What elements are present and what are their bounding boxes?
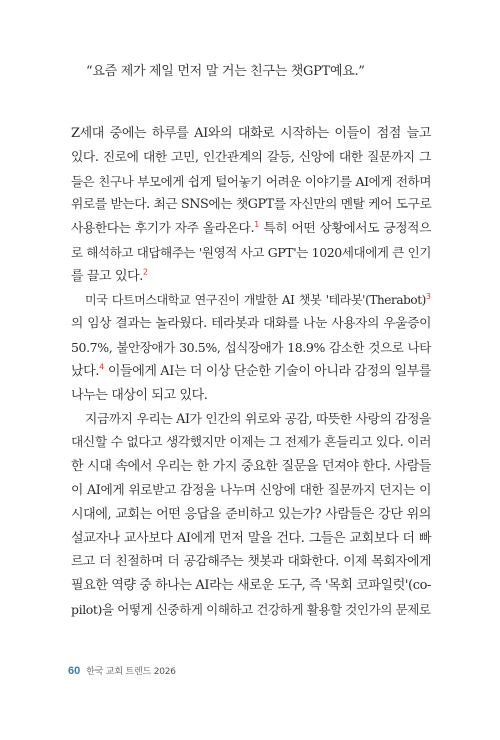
text-line — [71, 503, 431, 527]
running-title: 한국 교회 트렌드 2026 — [86, 667, 176, 677]
text-line — [71, 217, 431, 241]
text-segment: 들은 친구나 부모에게 쉽게 털어놓기 어려운 이야기를 AI에게 전하며 — [71, 173, 431, 189]
text-line — [71, 598, 431, 622]
text-segment: 를 끌고 있다. — [71, 268, 143, 284]
text-segment: 이들에게 AI는 더 이상 단순한 기술이 아니라 감정의 일부를 — [104, 363, 432, 379]
text-segment: 이 AI에게 위로받고 감정을 나누며 신앙에 대한 질문까지 던지는 이 — [71, 482, 431, 498]
text-segment: 르고 더 친절하며 더 공감해주는 챗봇과 대화한다. 이제 목회자에게 — [71, 554, 431, 570]
text-segment: 시대에, 교회는 어떤 응답을 준비하고 있는가? 사람들은 강단 위의 — [71, 506, 431, 522]
text-line — [71, 265, 431, 289]
footnote-marker[interactable]: 3 — [425, 291, 431, 301]
text-line — [71, 122, 431, 146]
footnote-marker[interactable]: 4 — [99, 362, 105, 372]
text-line — [71, 527, 431, 551]
opening-quote: “요즘 제가 제일 먼저 말 거는 친구는 챗GPT예요.” — [86, 64, 365, 79]
text-segment: 났다. — [71, 363, 100, 379]
text-segment: 의 임상 결과는 놀라웠다. 테라봇과 대화를 나눈 사용자의 우울증이 — [71, 316, 431, 332]
text-line — [71, 336, 431, 360]
footnote-marker[interactable]: 2 — [143, 267, 149, 277]
page-footer — [68, 664, 176, 680]
paragraph — [71, 122, 431, 289]
text-line — [71, 193, 431, 217]
text-segment: pilot)을 어떻게 신중하게 이해하고 건강하게 활용할 것인가의 문제로 — [71, 601, 431, 617]
text-line — [71, 550, 431, 574]
text-segment: 지금까지 우리는 AI가 인간의 위로와 공감, 따뜻한 사랑의 감정을 — [85, 411, 431, 427]
paragraph — [71, 289, 431, 408]
text-line — [71, 170, 431, 194]
text-line — [71, 241, 431, 265]
text-segment: 대신할 수 없다고 생각했지만 이제는 그 전제가 흔들리고 있다. 이러 — [71, 435, 431, 451]
text-segment: 로 해석하고 대답해주는 '원영적 사고 GPT'는 1020세대에게 큰 인기 — [71, 244, 431, 260]
text-line — [71, 574, 431, 598]
text-segment: 필요한 역량 중 하나는 AI라는 새로운 도구, 즉 '목회 코파일럿'(co- — [71, 578, 432, 594]
footnote-marker[interactable]: 1 — [254, 219, 260, 229]
text-line — [71, 360, 431, 384]
text-line — [71, 146, 431, 170]
text-line — [71, 455, 431, 479]
text-line — [71, 312, 431, 336]
page-number: 60 — [68, 665, 81, 677]
text-line — [71, 431, 431, 455]
text-segment: Z세대 중에는 하루를 AI와의 대화로 시작하는 이들이 점점 늘고 — [71, 126, 431, 141]
text-segment: 있다. 진로에 대한 고민, 인간관계의 갈등, 신앙에 대한 질문까지 그 — [71, 149, 431, 165]
text-segment: 50.7%, 불안장애가 30.5%, 섭식장애가 18.9% 감소한 것으로 나타 — [71, 340, 431, 356]
text-segment: 특히 어떤 상황에서도 긍정적으 — [259, 221, 431, 237]
text-segment: 위로를 받는다. 최근 SNS에는 챗GPT를 자신만의 멘탈 케어 도구로 — [71, 197, 432, 213]
body-text — [71, 122, 431, 622]
text-line — [71, 408, 431, 432]
text-line — [71, 289, 431, 313]
text-segment: 사용한다는 후기가 자주 올라온다. — [71, 221, 255, 237]
text-segment: 나누는 대상이 되고 있다. — [71, 387, 208, 403]
text-segment: 미국 다트머스대학교 연구진이 개발한 AI 챗봇 '테라봇'(Therabot) — [85, 292, 426, 307]
paragraph — [71, 408, 431, 622]
text-segment: 설교자나 교사보다 AI에게 먼저 말을 건다. 그들은 교회보다 더 빠 — [71, 530, 431, 546]
text-line — [71, 384, 431, 408]
text-line — [71, 479, 431, 503]
text-segment: 한 시대 속에서 우리는 한 가지 중요한 질문을 던져야 한다. 사람들 — [71, 459, 431, 475]
